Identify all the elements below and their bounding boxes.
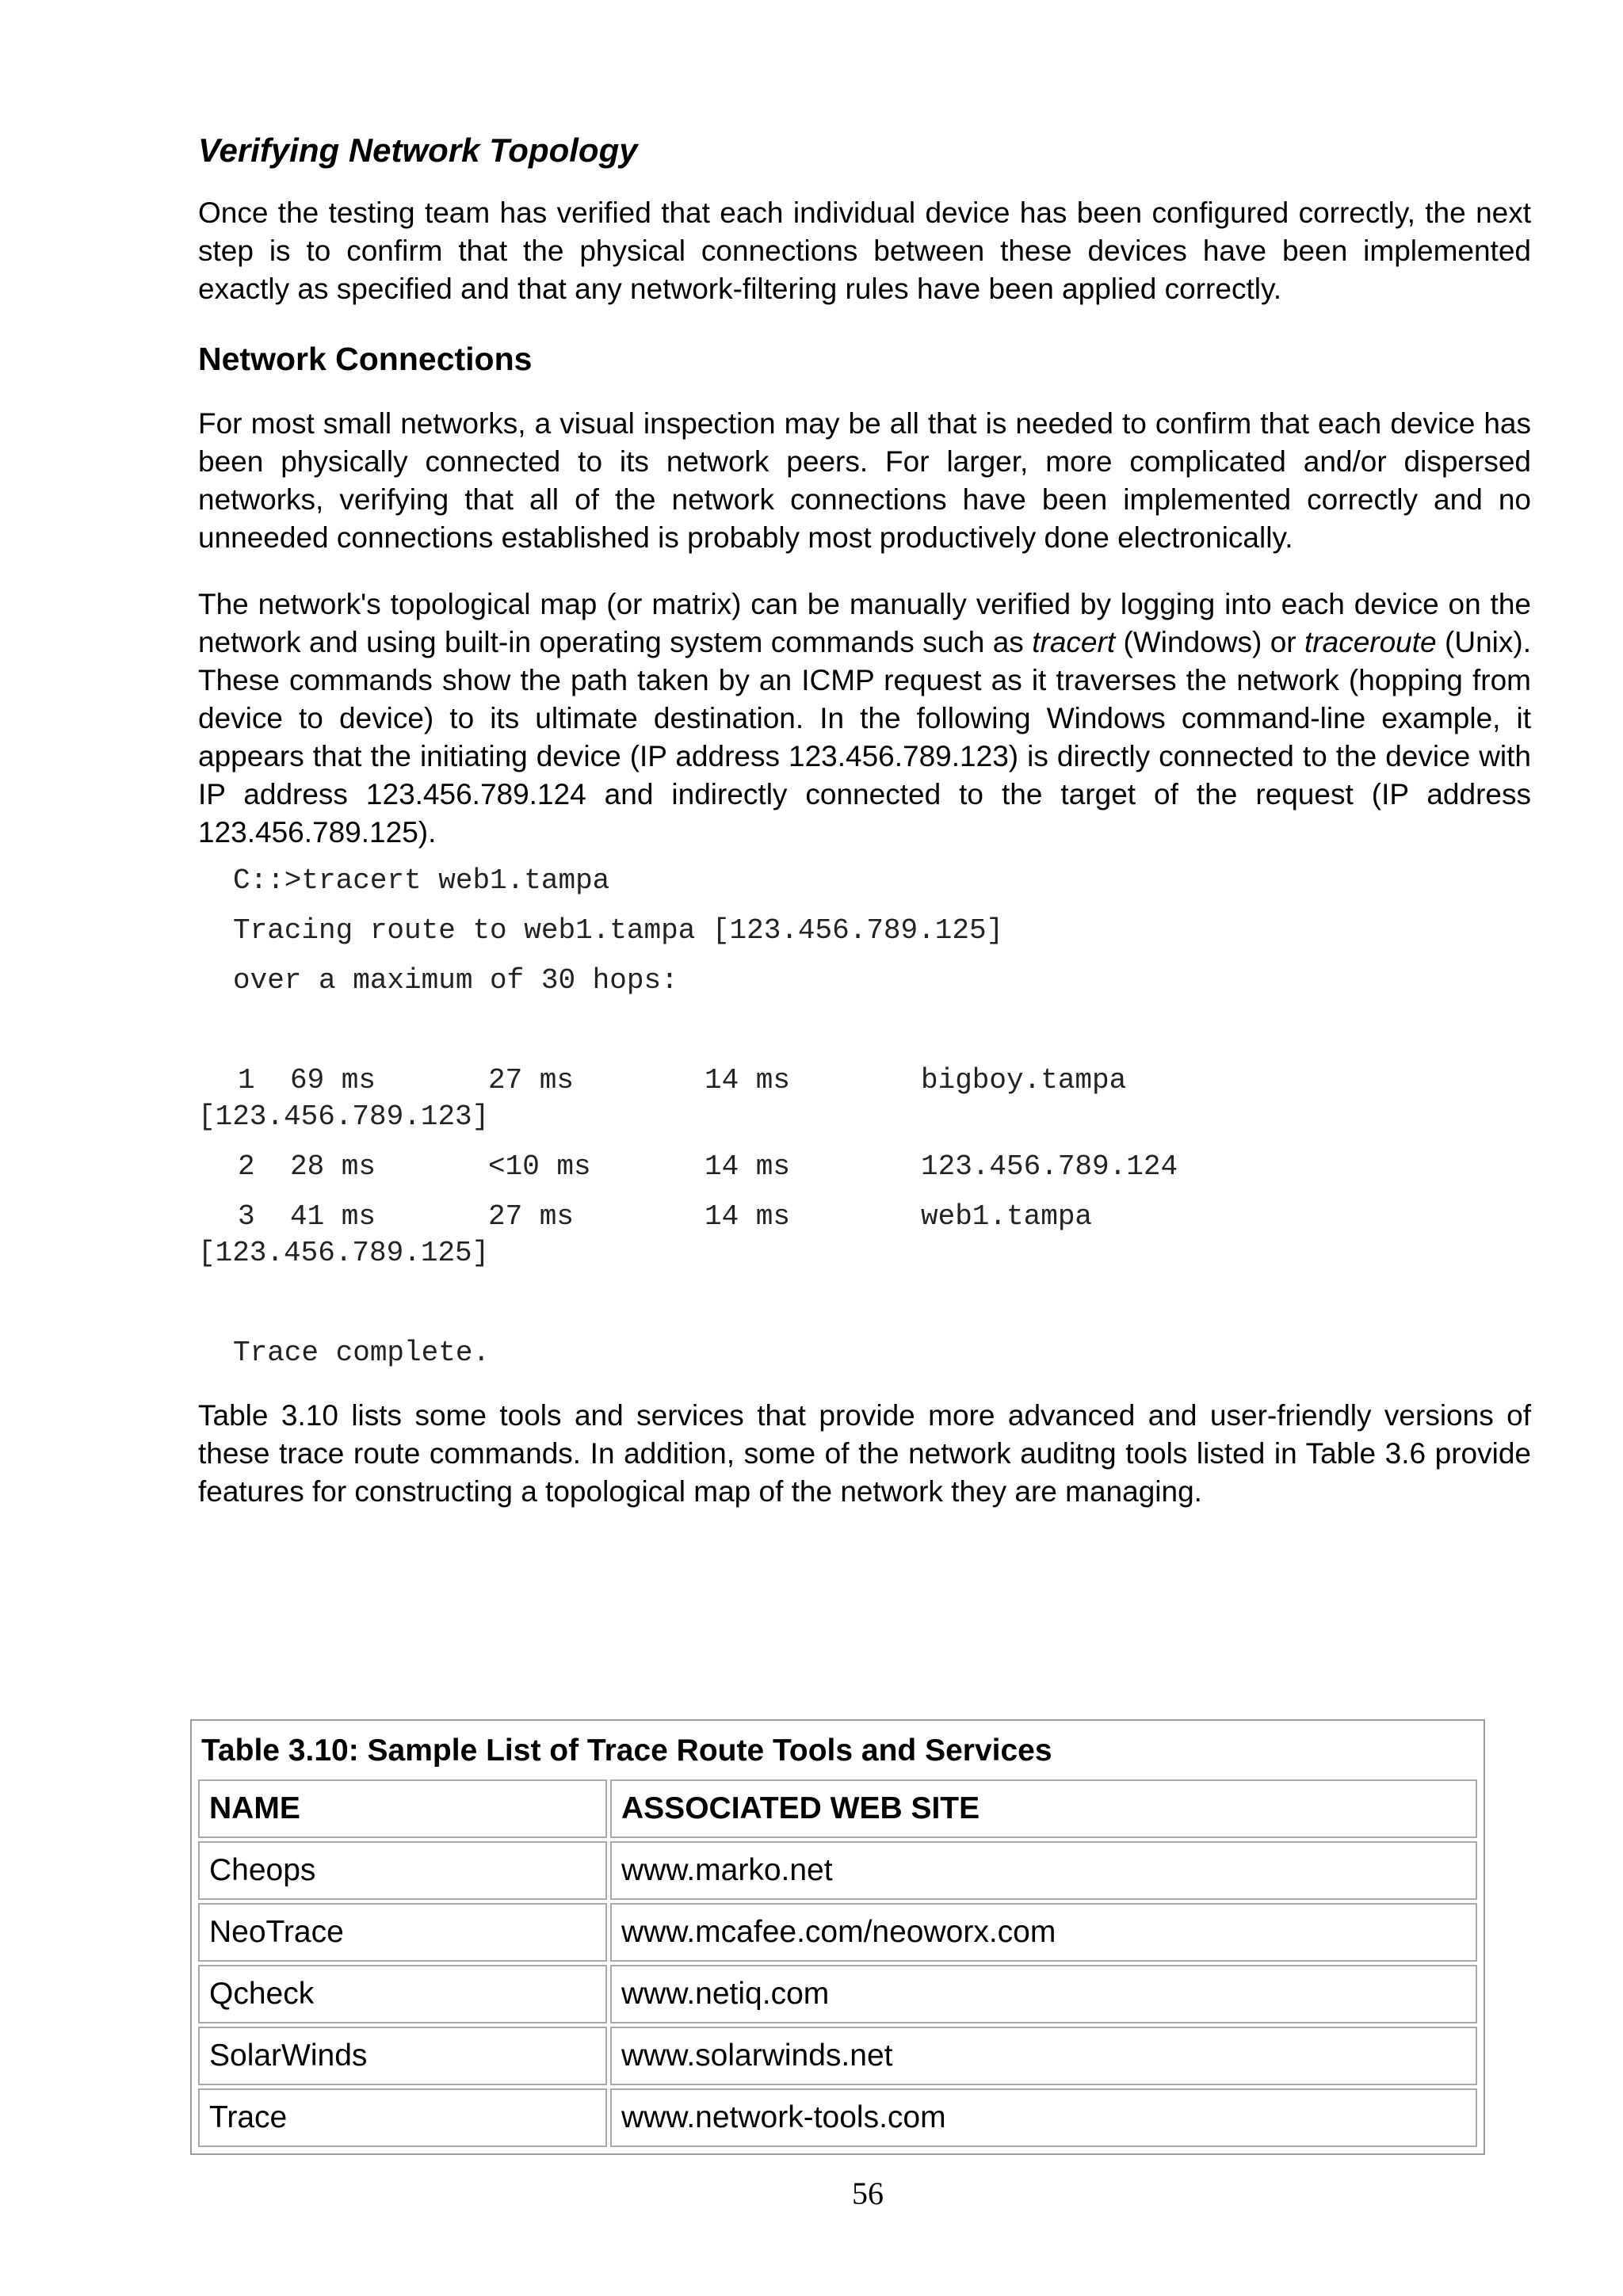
tool-name: SolarWinds: [198, 2027, 607, 2085]
hop-time-3: 14 ms: [705, 1063, 791, 1097]
header-web-site: ASSOCIATED WEB SITE: [610, 1779, 1477, 1838]
hop-time-3: 14 ms: [705, 1150, 791, 1183]
traceroute-term: traceroute: [1304, 625, 1437, 658]
tools-table: [195, 1776, 1480, 2150]
hop-host: 123.456.789.124: [921, 1150, 1178, 1183]
paragraph-2-part3: (Unix). These commands show the path taken by an ICMP request as it traverses the network (hopping from device to device) to its ultimate destination. In the following Windows command-line example, it appears that the initiating device (IP address 123.456.789.123) is directly connected to the device with IP address 123.456.789.124 and indirectly connected to the target of the request (IP address 123.456.789.125).: [198, 625, 1531, 849]
tool-name: Cheops: [198, 1841, 607, 1900]
paragraph-2: [198, 585, 1531, 852]
paragraph-2-part2: (Windows) or: [1115, 625, 1305, 658]
table-row: [198, 2027, 1477, 2085]
hop-host: bigboy.tampa: [921, 1063, 1127, 1097]
hop-time-3: 14 ms: [705, 1199, 791, 1233]
tool-web-site: www.solarwinds.net: [610, 2027, 1477, 2085]
code-command: C::>tracert web1.tampa: [233, 864, 610, 897]
hop-1: [198, 1062, 1531, 1135]
hop-time-1: 28 ms: [290, 1150, 376, 1183]
hop-2: [198, 1149, 1531, 1185]
hop-number: 2: [238, 1150, 255, 1183]
hop-number: 1: [238, 1063, 255, 1097]
hop-3: [198, 1199, 1531, 1272]
table-caption: Table 3.10: Sample List of Trace Route Tools and Services: [201, 1733, 1052, 1768]
hop-time-2: 27 ms: [488, 1199, 575, 1233]
paragraph-3: Table 3.10 lists some tools and services that provide more advanced and user-friendly versions of these trace route commands. In addition, some of the network auditng tools listed in Table 3.6 provide features for constructing a topological map of the network they are managing.: [198, 1398, 1531, 1508]
hop-number: 3: [238, 1199, 255, 1233]
tool-web-site: www.marko.net: [610, 1841, 1477, 1900]
tool-web-site: www.network-tools.com: [610, 2088, 1477, 2147]
tool-name: NeoTrace: [198, 1903, 607, 1962]
code-max-hops: over a maximum of 30 hops:: [233, 963, 678, 997]
tools-table-container: [190, 1719, 1485, 2155]
hop-wrap: [123.456.789.125]: [198, 1236, 490, 1269]
hop-wrap: [123.456.789.123]: [198, 1100, 490, 1133]
tool-web-site: www.mcafee.com/neoworx.com: [610, 1903, 1477, 1962]
page-content: [198, 131, 1531, 1539]
table-row: [198, 1841, 1477, 1900]
tool-name: Trace: [198, 2088, 607, 2147]
page-number: 56: [852, 2176, 884, 2211]
table-row: [198, 2088, 1477, 2147]
tracert-term: tracert: [1032, 625, 1116, 658]
paragraph-2-part1: The network's topological map (or matrix) can be manually verified by logging into each device on the network and using built-in operating system commands such as: [198, 587, 1531, 658]
hop-time-1: 69 ms: [290, 1063, 376, 1097]
header-name: NAME: [198, 1779, 607, 1838]
table-row: [198, 1965, 1477, 2023]
paragraph-1: For most small networks, a visual inspection may be all that is needed to confirm that each device has been physically connected to its network peers. For larger, more complicated and/or dispersed networks, verifying that all of the network connections have been implemented correctly and no unneeded connections established is probably most productively done electronically.: [198, 406, 1531, 554]
tool-web-site: www.netiq.com: [610, 1965, 1477, 2023]
hop-time-2: <10 ms: [488, 1150, 591, 1183]
hop-host: web1.tampa: [921, 1199, 1093, 1233]
table-header-row: [198, 1779, 1477, 1838]
subsection-title: Network Connections: [198, 341, 533, 378]
hop-time-2: 27 ms: [488, 1063, 575, 1097]
intro-paragraph: Once the testing team has verified that each individual device has been configured correctly, the next step is to confirm that the physical connections between these devices have been implemented exactly as specified and that any network-filtering rules have been applied correctly.: [198, 196, 1531, 306]
hop-time-1: 41 ms: [290, 1199, 376, 1233]
code-tracing: Tracing route to web1.tampa [123.456.789.125]: [233, 913, 1004, 947]
code-block: [198, 863, 1531, 1371]
code-complete: Trace complete.: [233, 1336, 491, 1369]
table-row: [198, 1903, 1477, 1962]
tool-name: Qcheck: [198, 1965, 607, 2023]
section-title: Verifying Network Topology: [198, 132, 638, 169]
